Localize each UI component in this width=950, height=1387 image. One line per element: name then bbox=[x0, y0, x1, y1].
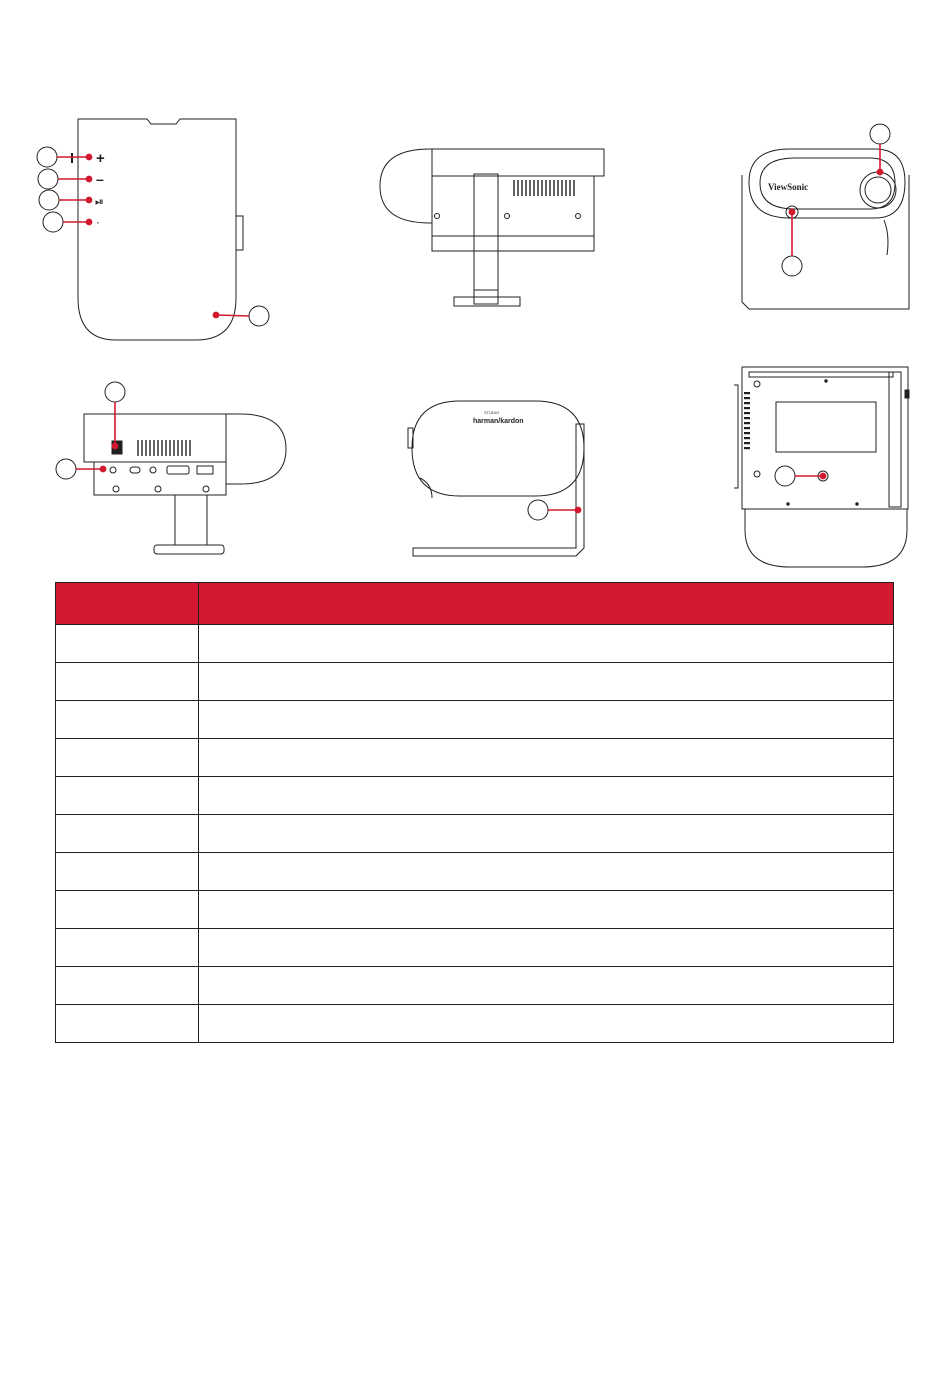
table-row bbox=[56, 625, 894, 663]
bottom-view-figure bbox=[734, 367, 909, 567]
row-number bbox=[56, 891, 199, 929]
callout-circle bbox=[870, 124, 890, 144]
row-number bbox=[56, 701, 199, 739]
callout-circle bbox=[38, 169, 58, 189]
row-description bbox=[199, 777, 894, 815]
row-description bbox=[199, 663, 894, 701]
power-dot-symbol: · bbox=[96, 215, 100, 229]
table-row bbox=[56, 1005, 894, 1043]
harman-kardon-small: STUDIO bbox=[484, 410, 500, 415]
harman-kardon-logo: harman/kardon bbox=[473, 418, 524, 425]
row-description bbox=[199, 891, 894, 929]
row-number bbox=[56, 853, 199, 891]
header-description bbox=[199, 583, 894, 625]
header-number bbox=[56, 583, 199, 625]
row-description bbox=[199, 929, 894, 967]
row-number bbox=[56, 663, 199, 701]
front-view-figure bbox=[742, 124, 909, 309]
table-row bbox=[56, 777, 894, 815]
table-row bbox=[56, 701, 894, 739]
play-pause-symbol: ⏯ bbox=[95, 195, 104, 208]
table-header-row bbox=[56, 583, 894, 625]
row-description bbox=[199, 739, 894, 777]
callout-circle bbox=[105, 382, 125, 402]
table-row bbox=[56, 663, 894, 701]
callout-circle bbox=[37, 147, 57, 167]
row-description bbox=[199, 967, 894, 1005]
row-number bbox=[56, 929, 199, 967]
table-row bbox=[56, 853, 894, 891]
callout-circle bbox=[528, 500, 548, 520]
callout-circle bbox=[39, 190, 59, 210]
table-row bbox=[56, 815, 894, 853]
rear-view-figure bbox=[56, 382, 286, 554]
volume-up-symbol: + bbox=[96, 150, 105, 167]
callout-circle bbox=[249, 306, 269, 326]
table-row bbox=[56, 967, 894, 1005]
row-description bbox=[199, 1005, 894, 1043]
volume-down-symbol: – bbox=[96, 171, 104, 187]
side-view-figure bbox=[380, 149, 604, 306]
table-row bbox=[56, 891, 894, 929]
row-number bbox=[56, 625, 199, 663]
row-number bbox=[56, 967, 199, 1005]
callout-circle bbox=[782, 256, 802, 276]
row-description bbox=[199, 853, 894, 891]
table-row bbox=[56, 739, 894, 777]
callout-circle bbox=[775, 466, 795, 486]
row-number bbox=[56, 739, 199, 777]
viewsonic-logo: ViewSonic bbox=[768, 182, 809, 192]
table-row bbox=[56, 929, 894, 967]
projector-diagrams bbox=[0, 0, 950, 580]
speaker-view-figure bbox=[408, 401, 584, 556]
row-description bbox=[199, 625, 894, 663]
row-description bbox=[199, 815, 894, 853]
row-description bbox=[199, 701, 894, 739]
top-view-figure bbox=[37, 119, 269, 340]
row-number bbox=[56, 815, 199, 853]
row-number bbox=[56, 1005, 199, 1043]
callout-circle bbox=[43, 212, 63, 232]
row-number bbox=[56, 777, 199, 815]
callout-circle bbox=[56, 459, 76, 479]
parts-table bbox=[55, 582, 894, 1043]
